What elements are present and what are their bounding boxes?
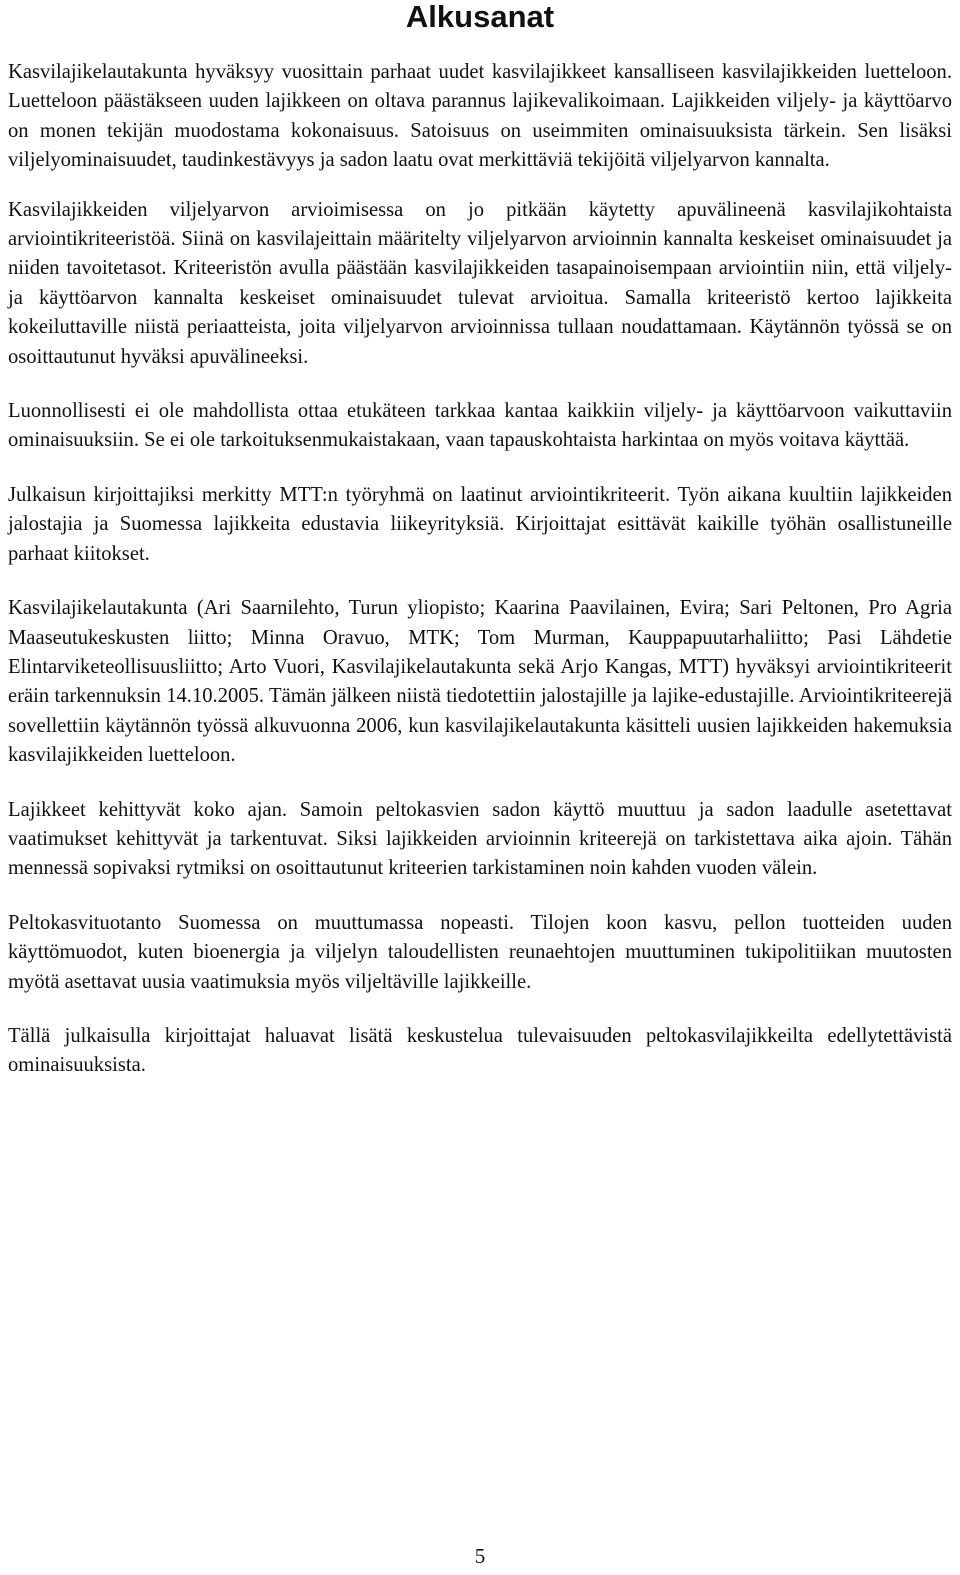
paragraph-2: Kasvilajikkeiden viljelyarvon arvioimisessa on jo pitkään käytetty apuvälineenä kasvilajikohtaista arviointikriteeristöä. Siinä on kasvilajeittain määritelty viljelyarvon arvioinnin kannalta keskeiset ominaisuudet ja niiden tavoitetasot. Kriteeristön avulla päästään kasvilajikkeiden tasapainoisempaan arviointiin niin, että viljely- ja käyttöarvon kannalta keskeiset ominaisuudet tulevat arvioitua. Samalla kriteeristö kertoo lajikkeita kokeiluttaville niistä periaatteista, joita viljelyarvon arvioinnissa tullaan noudattamaan. Käytännön työssä se on osoittautunut hyväksi apuvälineeksi. <box>8 198 952 368</box>
paragraph-8: Tällä julkaisulla kirjoittajat haluavat lisätä keskustelua tulevaisuuden peltokasvilajikkeilta edellytettävistä ominaisuuksista. <box>8 1024 952 1077</box>
paragraph-6: Lajikkeet kehittyvät koko ajan. Samoin peltokasvien sadon käyttö muuttuu ja sadon laadulle asetettavat vaatimukset kehittyvät ja tarkentuvat. Siksi lajikkeiden arvioinnin kriteerejä on tarkistettava aika ajoin. Tähän mennessä sopivaksi rytmiksi on osoittautunut kriteerien tarkistaminen noin kahden vuoden välein. <box>8 798 952 880</box>
page-number: 5 <box>474 1544 486 1568</box>
paragraph-3: Luonnollisesti ei ole mahdollista ottaa etukäteen tarkkaa kantaa kaikkiin viljely- ja käyttöarvoon vaikuttaviin ominaisuuksiin. Se ei ole tarkoituksenmukaistakaan, vaan tapauskohtaista harkintaa on myös voitava käyttää. <box>8 400 952 452</box>
paragraph-7: Peltokasvituotanto Suomessa on muuttumassa nopeasti. Tilojen koon kasvu, pellon tuotteiden uuden käyttömuodot, kuten bioenergia ja viljelyn taloudellisten reunaehtojen muuttuminen tukipolitiikan muutosten myötä asettavat uusia vaatimuksia myös viljeltäville lajikkeille. <box>8 911 952 993</box>
paragraph-1: Kasvilajikelautakunta hyväksyy vuosittain parhaat uudet kasvilajikkeet kansalliseen kasvilajikkeiden luetteloon. Luetteloon päästäkseen uuden lajikkeen on oltava parannus lajikevalikoimaan. Lajikkeiden viljely- ja käyttöarvo on monen tekijän muodostama kokonaisuus. Satoisuus on useimmiten ominaisuuksista tärkein. Sen lisäksi viljelyominaisuudet, taudinkestävyys ja sadon laatu ovat merkittäviä tekijöitä viljelyarvon kannalta. <box>8 61 952 172</box>
paragraph-5: Kasvilajikelautakunta (Ari Saarnilehto, Turun yliopisto; Kaarina Paavilainen, Evira; Sari Peltonen, Pro Agria Maaseutukeskusten liitto; Minna Oravuo, MTK; Tom Murman, Kauppapuutarhaliitto; Pasi Lähdetie Elintarviketeollisuusliitto; Arto Vuori, Kasvilajikelautakunta sekä Arjo Kangas, MTT) hyväksyi arviointikriteerit eräin tarkennuksin 14.10.2005. Tämän jälkeen niistä tiedotettiin jalostajille ja lajike-edustajille. Arviointikriteerejä sovellettiin käytännön työssä alkuvuonna 2006, kun kasvilajikelautakunta käsitteli uusien lajikkeiden hakemuksia kasvilajikkeiden luetteloon. <box>8 597 952 767</box>
body-text <box>8 58 952 1106</box>
paragraph-4: Julkaisun kirjoittajiksi merkitty MTT:n työryhmä on laatinut arviointikriteerit. Työn aikana kuultiin lajikkeiden jalostajia ja Suomessa lajikkeita edustavia liikeyrityksiä. Kirjoittajat esittävät kaikille työhän osallistuneille parhaat kiitokset. <box>8 483 952 565</box>
page-title: Alkusanat <box>405 0 555 34</box>
